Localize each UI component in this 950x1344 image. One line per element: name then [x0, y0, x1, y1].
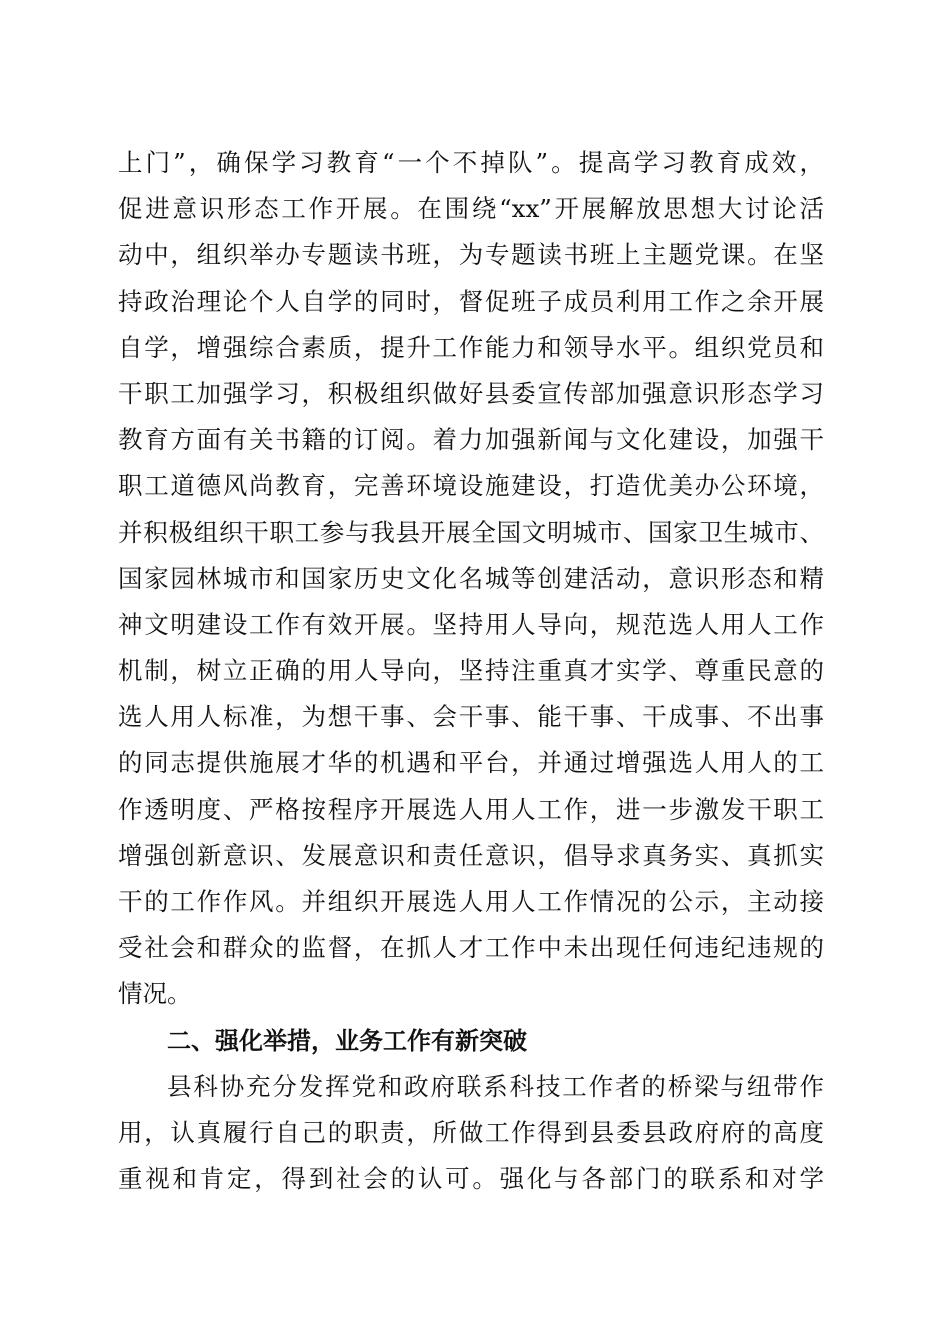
text-line: 干的工作作风。并组织开展选人用人工作情况的公示，主动接 [118, 887, 824, 916]
paragraph-2 [118, 1064, 824, 1203]
text-line: 选人用人标准，为想干事、会干事、能干事、干成事、不出事 [118, 702, 824, 732]
section-heading: 二、强化举措，业务工作有新突破 [167, 1026, 527, 1055]
text-line: 作透明度、严格按程序开展选人用人工作，进一步激发干职工 [118, 794, 824, 824]
text-line: 上门”，确保学习教育“一个不掉队”。提高学习教育成效， [118, 148, 824, 177]
text-line: 重视和肯定，得到社会的认可。强化与各部门的联系和对学 [118, 1164, 824, 1194]
body-text [118, 140, 824, 1202]
text-line: 动中，组织举办专题读书班，为专题读书班上主题党课。在坚 [118, 240, 824, 270]
text-line: 干职工加强学习，积极组织做好县委宣传部加强意识形态学习 [118, 378, 824, 408]
text-line: 用，认真履行自己的职责，所做工作得到县委县政府府的高度 [118, 1117, 824, 1147]
text-line: 并积极组织干职工参与我县开展全国文明城市、国家卫生城市、 [118, 517, 824, 547]
text-line: 情况。 [118, 979, 192, 1009]
text-line: 持政治理论个人自学的同时，督促班子成员利用工作之余开展 [118, 286, 824, 316]
text-line: 职工道德风尚教育，完善环境设施建设，打造优美办公环境， [118, 471, 824, 501]
text-line: 机制，树立正确的用人导向，坚持注重真才实学、尊重民意的 [118, 656, 824, 686]
text-line: 自学，增强综合素质，提升工作能力和领导水平。组织党员和 [118, 332, 824, 362]
text-line: 促进意识形态工作开展。在围绕“xx”开展解放思想大讨论活 [118, 194, 824, 224]
text-line: 县科协充分发挥党和政府联系科技工作者的桥梁与纽带作 [167, 1071, 824, 1101]
text-line: 国家园林城市和国家历史文化名城等创建活动，意识形态和精 [118, 563, 824, 593]
text-line: 教育方面有关书籍的订阅。着力加强新闻与文化建设，加强干 [118, 425, 824, 455]
text-line: 的同志提供施展才华的机遇和平台，并通过增强选人用人的工 [118, 748, 824, 778]
text-line: 受社会和群众的监督，在抓人才工作中未出现任何违纪违规的 [118, 933, 824, 963]
text-line: 神文明建设工作有效开展。坚持用人导向，规范选人用人工作 [118, 609, 824, 639]
paragraph-1 [118, 140, 824, 1018]
text-line: 增强创新意识、发展意识和责任意识，倡导求真务实、真抓实 [118, 840, 824, 870]
